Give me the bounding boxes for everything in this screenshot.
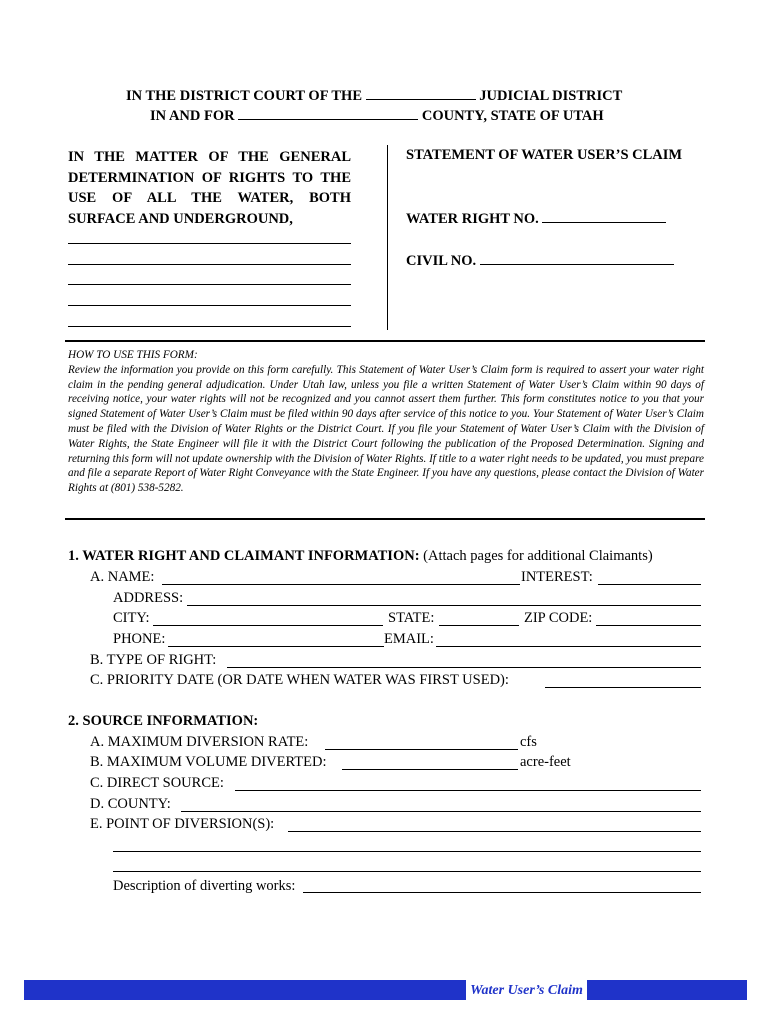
matter-line-3: USE OF ALL THE WATER, BOTH xyxy=(68,190,351,207)
max-volume-unit: acre-feet xyxy=(520,754,571,770)
name-label: A. NAME: xyxy=(90,569,155,585)
caption-blank-line-3[interactable] xyxy=(68,284,351,285)
section1-note: (Attach pages for additional Claimants) xyxy=(423,548,653,564)
court-header-line2 xyxy=(150,105,604,125)
zip-label: ZIP CODE: xyxy=(524,610,593,626)
max-rate-field[interactable] xyxy=(325,748,518,750)
court-header-line1-right: JUDICIAL DISTRICT xyxy=(479,88,623,104)
county-blank[interactable] xyxy=(238,105,418,120)
caption-blank-line-1[interactable] xyxy=(68,243,351,244)
point-of-diversion-label: E. POINT OF DIVERSION(S): xyxy=(90,816,275,832)
matter-line-2: DETERMINATION OF RIGHTS TO THE xyxy=(68,169,351,186)
court-header-line1-left: IN THE DISTRICT COURT OF THE xyxy=(126,88,362,104)
phone-field[interactable] xyxy=(168,645,384,647)
court-header-line2-left: IN AND FOR xyxy=(150,108,235,124)
how-to-use-section xyxy=(68,348,704,496)
type-of-right-label: B. TYPE OF RIGHT: xyxy=(90,652,217,668)
civil-no xyxy=(406,250,674,270)
judicial-district-blank[interactable] xyxy=(366,85,476,100)
caption-blank-line-5[interactable] xyxy=(68,326,351,327)
max-rate-label: A. MAXIMUM DIVERSION RATE: xyxy=(90,734,309,750)
footer-label: Water User’s Claim xyxy=(470,983,583,998)
city-field[interactable] xyxy=(153,624,383,626)
footer-bar-left xyxy=(24,980,466,1000)
section2-heading: 2. SOURCE INFORMATION: xyxy=(68,713,259,729)
water-right-no xyxy=(406,208,666,228)
type-of-right-field[interactable] xyxy=(227,666,701,668)
priority-date-label: C. PRIORITY DATE (OR DATE WHEN WATER WAS FIRST USED): xyxy=(90,672,509,688)
priority-date-field[interactable] xyxy=(545,686,701,688)
section1-title: 1. WATER RIGHT AND CLAIMANT INFORMATION: xyxy=(68,548,420,564)
email-label: EMAIL: xyxy=(384,631,434,647)
point-of-diversion-field[interactable] xyxy=(288,830,701,832)
footer-bar-right xyxy=(587,980,747,1000)
address-field[interactable] xyxy=(187,604,701,606)
direct-source-field[interactable] xyxy=(235,789,701,791)
max-rate-unit: cfs xyxy=(520,734,537,750)
how-to-title: HOW TO USE THIS FORM: xyxy=(68,349,198,361)
section1-heading xyxy=(68,547,653,565)
point-of-diversion-line-2[interactable] xyxy=(113,850,701,852)
court-header-line1 xyxy=(126,85,622,105)
direct-source-label: C. DIRECT SOURCE: xyxy=(90,775,224,791)
water-right-no-field[interactable] xyxy=(542,208,666,223)
interest-label: INTEREST: xyxy=(521,569,593,585)
civil-label: CIVIL NO. xyxy=(406,253,477,269)
court-header-line2-right: COUNTY, STATE OF UTAH xyxy=(421,108,604,124)
civil-no-field[interactable] xyxy=(480,250,674,265)
diverting-works-field[interactable] xyxy=(303,891,701,893)
zip-field[interactable] xyxy=(596,624,701,626)
matter-line-1: IN THE MATTER OF THE GENERAL xyxy=(68,149,351,165)
how-to-body: Review the information you provide on this form carefully. This Statement of Water User’s Claim form is required to assert your water right claim in the pending general adjudication. Under Utah law, unless you file a written Statement of Water User’s Claim within 90 days of receiving notice, your water rights will not be recognized and you cannot assert them further. This form constitutes notice to you that your signed Statement of Water User’s Claim must be filed within 90 days after service of this notice to you. Your Statement of Water User’s Claim must be filed with the Division of Water Rights or the District Court. If you file your Statement of Water User’s Claim with the Division of Water Rights, the State Engineer will file it with the District Court following the publication of the Proposed Determination. Signing and returning this form will not update ownership with the Division of Water Rights. If title to a water right needs to be updated, you must prepare and file a separate Report of Water Right Conveyance with the State Engineer. If you have any questions, please contact the Division of Water Rights at (801) 538-5282. xyxy=(68,363,704,495)
middle-rule xyxy=(65,518,705,520)
state-label: STATE: xyxy=(388,610,435,626)
water-right-label: WATER RIGHT NO. xyxy=(406,211,539,227)
caption-blank-line-4[interactable] xyxy=(68,305,351,306)
city-label: CITY: xyxy=(113,610,150,626)
top-rule xyxy=(65,340,705,342)
name-field[interactable] xyxy=(162,583,520,585)
matter-line-4: SURFACE AND UNDERGROUND, xyxy=(68,211,293,228)
max-volume-label: B. MAXIMUM VOLUME DIVERTED: xyxy=(90,754,327,770)
caption-divider xyxy=(387,145,388,330)
caption-blank-line-2[interactable] xyxy=(68,264,351,265)
point-of-diversion-line-3[interactable] xyxy=(113,870,701,872)
statement-title: STATEMENT OF WATER USER’S CLAIM xyxy=(406,147,683,163)
state-field[interactable] xyxy=(439,624,519,626)
email-field[interactable] xyxy=(436,645,701,647)
address-label: ADDRESS: xyxy=(113,590,184,606)
matter-caption xyxy=(68,147,351,230)
county-label: D. COUNTY: xyxy=(90,796,171,812)
county-field[interactable] xyxy=(181,810,701,812)
max-volume-field[interactable] xyxy=(342,768,518,770)
diverting-works-label: Description of diverting works: xyxy=(113,878,296,894)
phone-label: PHONE: xyxy=(113,631,166,647)
interest-field[interactable] xyxy=(598,583,701,585)
